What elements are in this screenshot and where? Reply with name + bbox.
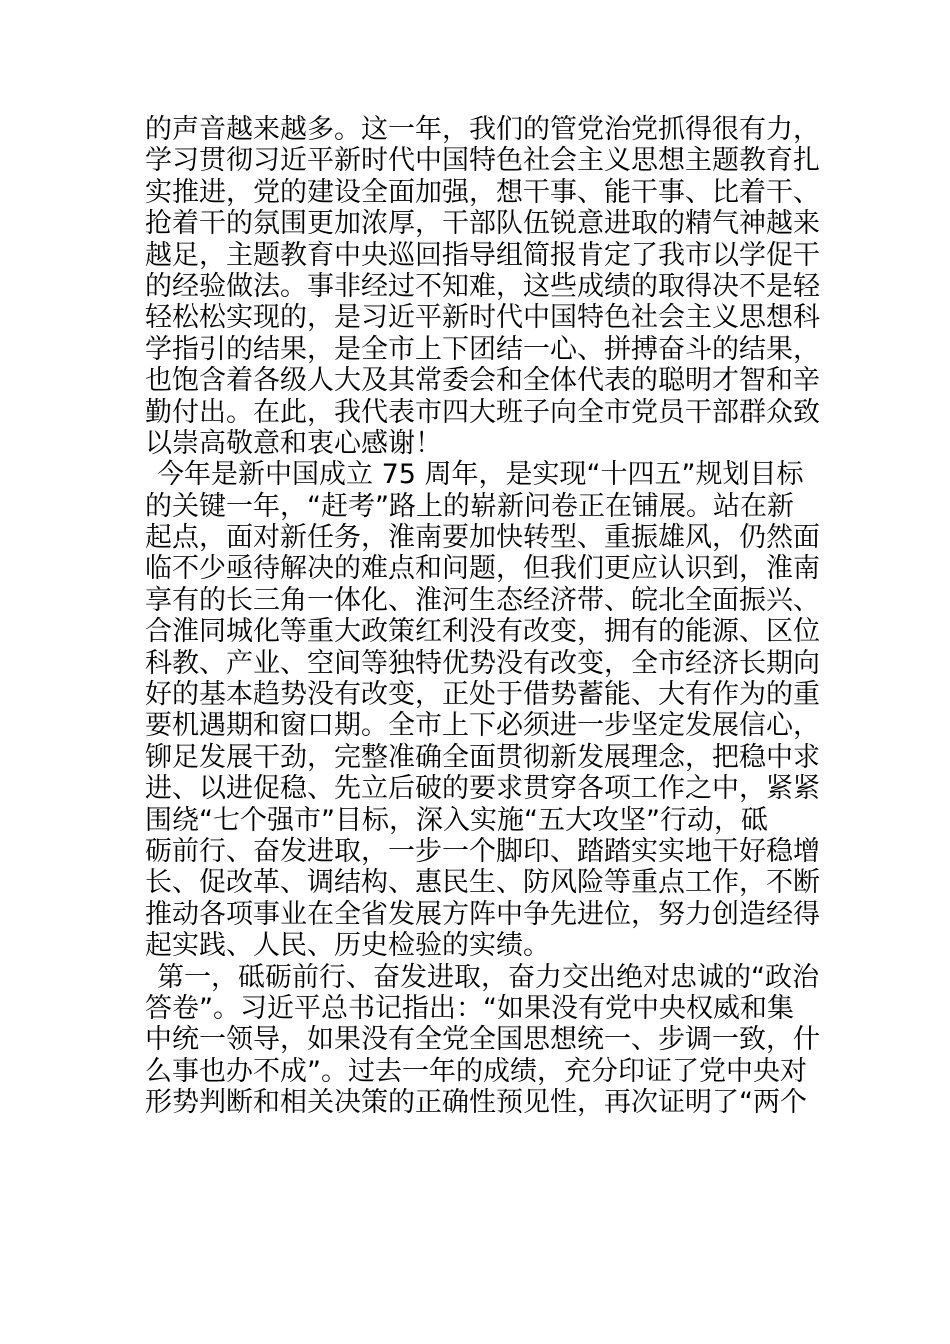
text-line: 临不少亟待解决的难点和问题，但我们更应认识到，淮南 bbox=[145, 553, 820, 585]
text-line: 也饱含着各级人大及其常委会和全体代表的聪明才智和辛 bbox=[145, 365, 820, 397]
text-line: 实推进，党的建设全面加强，想干事、能干事、比着干、 bbox=[145, 176, 820, 208]
text-line: 的声音越来越多。这一年，我们的管党治党抓得很有力， bbox=[145, 114, 820, 145]
text-line: 的关键一年，“赶考”路上的崭新问卷正在铺展。站在新 bbox=[145, 490, 794, 522]
text-line: 答卷”。习近平总书记指出：“如果没有党中央权威和集 bbox=[145, 992, 794, 1024]
text-line: 么事也办不成”。过去一年的成绩，充分印证了党中央对 bbox=[145, 1055, 807, 1087]
text-line: 轻松松实现的，是习近平新时代中国特色社会主义思想科 bbox=[145, 302, 820, 334]
text-line: 享有的长三角一体化、淮河生态经济带、皖北全面振兴、 bbox=[145, 584, 820, 616]
text-line: 进、以进促稳、先立后破的要求贯穿各项工作之中，紧紧 bbox=[145, 773, 820, 805]
document-body bbox=[145, 114, 820, 1119]
text-line: 砺前行、奋发进取，一步一个脚印、踏踏实实地干好稳增 bbox=[145, 835, 820, 867]
text-line: 推动各项事业在全省发展方阵中争先进位，努力创造经得 bbox=[145, 898, 820, 930]
text-line: 起点，面对新任务，淮南要加快转型、重振雄风，仍然面 bbox=[145, 522, 820, 554]
paragraph-start-line: 第一，砥砺前行、奋发进取，奋力交出绝对忠诚的“政治 bbox=[157, 961, 819, 993]
text-line: 围绕“七个强市”目标，深入实施“五大攻坚”行动，砥 bbox=[145, 804, 768, 836]
text-line: 学指引的结果，是全市上下团结一心、拼搏奋斗的结果， bbox=[145, 333, 820, 365]
text-line: 学习贯彻习近平新时代中国特色社会主义思想主题教育扎 bbox=[145, 145, 820, 177]
paragraph-start-line: 今年是新中国成立 75 周年，是实现“十四五”规划目标 bbox=[157, 459, 804, 491]
text-line: 科教、产业、空间等独特优势没有改变，全市经济长期向 bbox=[145, 647, 820, 679]
text-line: 好的基本趋势没有改变，正处于借势蓄能、大有作为的重 bbox=[145, 679, 820, 711]
text-line: 的经验做法。事非经过不知难，这些成绩的取得决不是轻 bbox=[145, 270, 820, 302]
text-line: 合淮同城化等重大政策红利没有改变，拥有的能源、区位 bbox=[145, 616, 820, 648]
text-line: 形势判断和相关决策的正确性预见性，再次证明了“两个 bbox=[145, 1087, 807, 1119]
text-line: 抢着干的氛围更加浓厚，干部队伍锐意进取的精气神越来 bbox=[145, 208, 820, 240]
text-line: 起实践、人民、历史检验的实绩。 bbox=[145, 930, 550, 962]
text-line: 要机遇期和窗口期。全市上下必须进一步坚定发展信心， bbox=[145, 710, 820, 742]
text-line: 中统一领导，如果没有全党全国思想统一、步调一致，什 bbox=[145, 1024, 820, 1056]
text-line: 长、促改革、调结构、惠民生、防风险等重点工作，不断 bbox=[145, 867, 820, 899]
text-line: 越足，主题教育中央巡回指导组简报肯定了我市以学促干 bbox=[145, 239, 820, 271]
text-line: 铆足发展干劲，完整准确全面贯彻新发展理念，把稳中求 bbox=[145, 741, 820, 773]
text-line: 勤付出。在此，我代表市四大班子向全市党员干部群众致 bbox=[145, 396, 820, 428]
text-line: 以崇高敬意和衷心感谢！ bbox=[145, 427, 442, 459]
